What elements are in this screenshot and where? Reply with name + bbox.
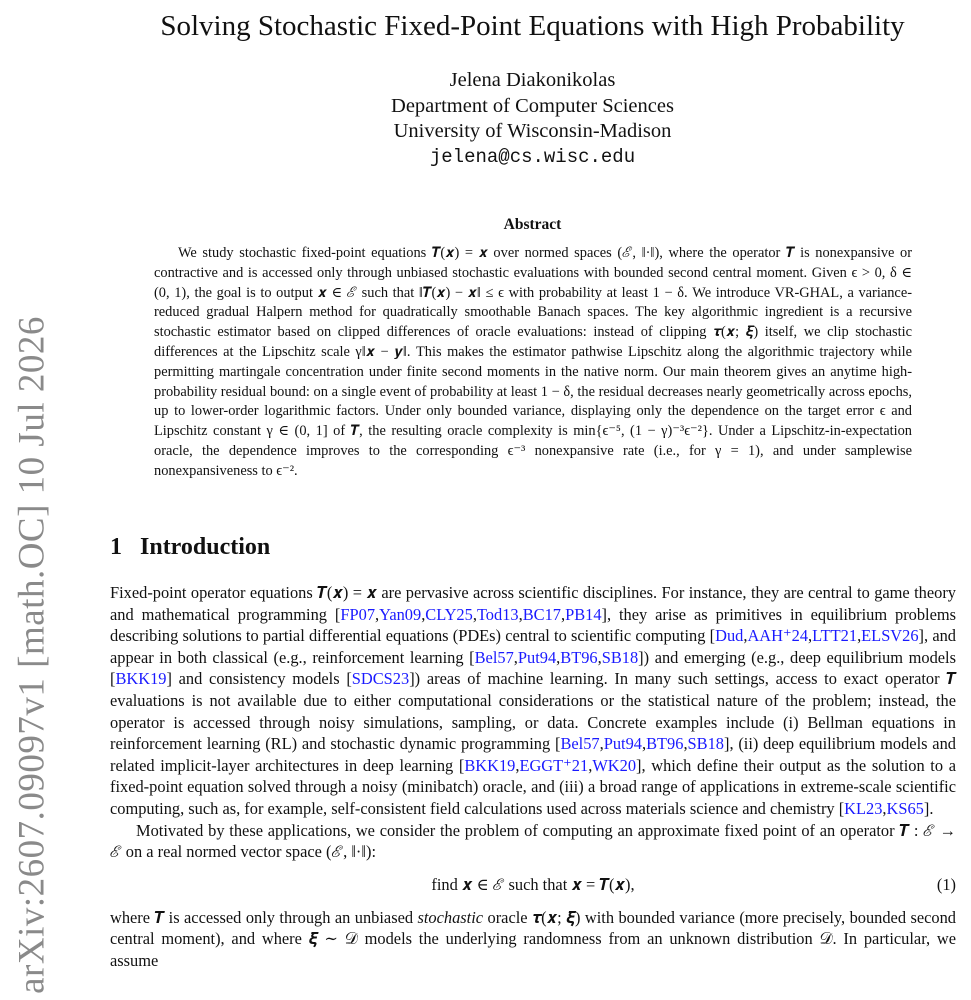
citation-link[interactable]: EGGT⁺21 [519,755,589,775]
citation-link[interactable]: FP07 [340,604,376,624]
citation-link[interactable]: PB14 [565,604,602,624]
author-block [110,68,955,170]
text-run: oracle 𝝉(𝒙; 𝝃) with bounded variance (more precisely, bounded second central moment), and where 𝝃 ∼ 𝒟 models the underlying randomness from an unknown distribution 𝒟. In particular, we assume [110,907,956,970]
citation-group: BKK19,EGGT⁺21,WK20 [464,755,637,775]
text-run: ]. [923,798,934,818]
citation-link[interactable]: LTT21 [812,626,858,646]
emphasis: stochastic [417,907,484,927]
intro-paragraph-2: Motivated by these applications, we consider the problem of computing an approximate fixed point of an operator 𝑻 : ℰ → ℰ on a real normed vector space (ℰ, ‖·‖): [110,820,956,862]
author-university: University of Wisconsin-Madison [393,120,672,142]
abstract [154,244,912,482]
citation-group: Dud,AAH⁺24,LTT21,ELSV26 [715,626,919,646]
abstract-text: We study stochastic fixed-point equations 𝑻(𝒙) = 𝒙 over normed spaces (ℰ, ‖·‖), where the operator 𝑻 is nonexpansive or contractive and is accessed only through unbiased stochastic evaluations with bounded second central moment. Given ϵ > 0, δ ∈ (0, 1), the goal is to output 𝒙 ∈ ℰ such that ‖𝑻(𝒙) − 𝒙‖ ≤ ϵ with probability at least 1 − δ. We introduce VR-GHAL, a variance-reduced gradual Halpern method for quadratically smoothable Banach spaces. The key algorithmic ingredient is a recursive stochastic estimator based on clipped differences of oracle evaluations: instead of clipping 𝝉(𝒙; 𝝃) itself, we clip stochastic differences at the Lipschitz scale γ‖𝒙 − 𝒚‖. This makes the estimator pathwise Lipschitz along the algorithmic trajectory while permitting martingale concentration under finite second moments in the native norm. Our main theorem gives an anytime high-probability residual bound: on a single event of probability at least 1 − δ, the residual decreases nearly geometrically across epochs, up to lower-order logarithmic factors. Under only bounded variance, displaying only the dependence on the target error ϵ and Lipschitz constant γ ∈ (0, 1] of 𝑻, the resulting oracle complexity is min{ϵ⁻⁵, (1 − γ)⁻³ϵ⁻²}. Under a Lipschitz-in-expectation oracle, the dependence improves to the corresponding ϵ⁻³ nonexpansive rate (i.e., for γ = 1), and under samplewise nonexpansiveness to ϵ⁻². [154,245,912,479]
text-run: ]) and emerging (e.g., deep equilibrium models [ [110,647,956,689]
citation-link[interactable]: CLY25 [425,604,473,624]
citation-group: FP07,Yan09,CLY25,Tod13,BC17,PB14 [340,604,602,624]
citation-link[interactable]: AAH⁺24 [747,626,809,646]
citation-group [352,669,409,688]
citation-link[interactable]: BT96 [646,734,684,754]
author-name: Jelena Diakonikolas [449,69,616,91]
citation-link[interactable]: KL23 [844,798,883,818]
arxiv-sidebar [0,0,64,1000]
citation-link[interactable]: BT96 [560,647,598,667]
text-run: where 𝑻 is accessed only through an unbiased [110,907,418,927]
citation-group: Bel57,Put94,BT96,SB18 [474,647,639,667]
citation-link[interactable]: Bel57 [474,647,514,667]
citation-link[interactable]: Tod13 [476,604,519,624]
citation-link[interactable]: Yan09 [379,604,422,624]
equation-1 [110,863,956,907]
equation-text: find 𝒙 ∈ ℰ such that 𝒙 = 𝑻(𝒙), [431,874,635,894]
equation-number: (1) [936,874,956,894]
citation-link[interactable]: WK20 [592,755,637,775]
citation-link[interactable]: Put94 [603,734,642,754]
text-run: ], (ii) deep equilibrium models and related implicit-layer architectures in deep learning [ [110,734,956,775]
citation-link[interactable]: SB18 [601,647,639,667]
citation-link[interactable]: BC17 [522,604,561,624]
text-run: ], which define their output as the solution to a fixed-point equation solved through a noisy (minibatch) oracle, and (iii) a broad range of applications in extreme-scale scientific computing, such as, for example, self-consistent field calculations used across materials science and chemistry [ [110,755,956,818]
citation-group: Bel57,Put94,BT96,SB18 [560,734,724,754]
text-run: ] and consistency models [ [166,669,352,689]
citation-link[interactable]: Dud [715,626,744,646]
introduction-body [110,582,956,972]
intro-paragraph-1 [110,582,956,820]
citation-link[interactable]: BKK19 [115,669,167,689]
author-email: jelena@cs.wisc.edu [429,145,636,168]
text-run: ], they arise as primitives in equilibrium problems describing solutions to partial differential equations (PDEs) central to scientific computing [ [110,604,957,646]
intro-paragraph-3 [110,907,956,972]
section-title: Introduction [140,534,271,560]
citation-link[interactable]: ELSV26 [861,626,919,646]
citation-link[interactable]: Put94 [517,647,557,667]
text-run: Fixed-point operator equations 𝑻(𝒙) = 𝒙 are pervasive across scientific disciplines. For instance, they are central to game theory and mathematical programming [ [110,583,956,624]
citation-link[interactable]: SB18 [687,734,724,754]
arxiv-identifier: arXiv:2607.09097v1 [math.OC] 10 Jul 2026 [11,316,53,994]
author-department: Department of Computer Sciences [391,94,674,117]
abstract-heading: Abstract [503,216,562,233]
section-heading [110,534,270,561]
citation-link[interactable]: SDCS23 [351,669,410,689]
citation-link[interactable]: KS65 [886,798,924,818]
citation-link[interactable]: BKK19 [464,755,516,775]
citation-link[interactable]: Bel57 [560,734,600,754]
paper-title: Solving Stochastic Fixed-Point Equations with High Probability [160,10,905,42]
text-run: ], and appear in both classical (e.g., reinforcement learning [ [110,626,956,667]
citation-group: KL23,KS65 [844,798,924,818]
section-number: 1 [110,534,122,560]
citation-group [115,669,166,688]
text-run: ]) areas of machine learning. In many such settings, access to exact operator 𝑻 evaluations is not available due to either computational considerations or the statistical nature of the problem; instead, the operator is accessed through noisy simulations, sampling, or data. Concrete examples include (i) Bellman equations in reinforcement learning (RL) and stochastic dynamic programming [ [110,669,957,754]
